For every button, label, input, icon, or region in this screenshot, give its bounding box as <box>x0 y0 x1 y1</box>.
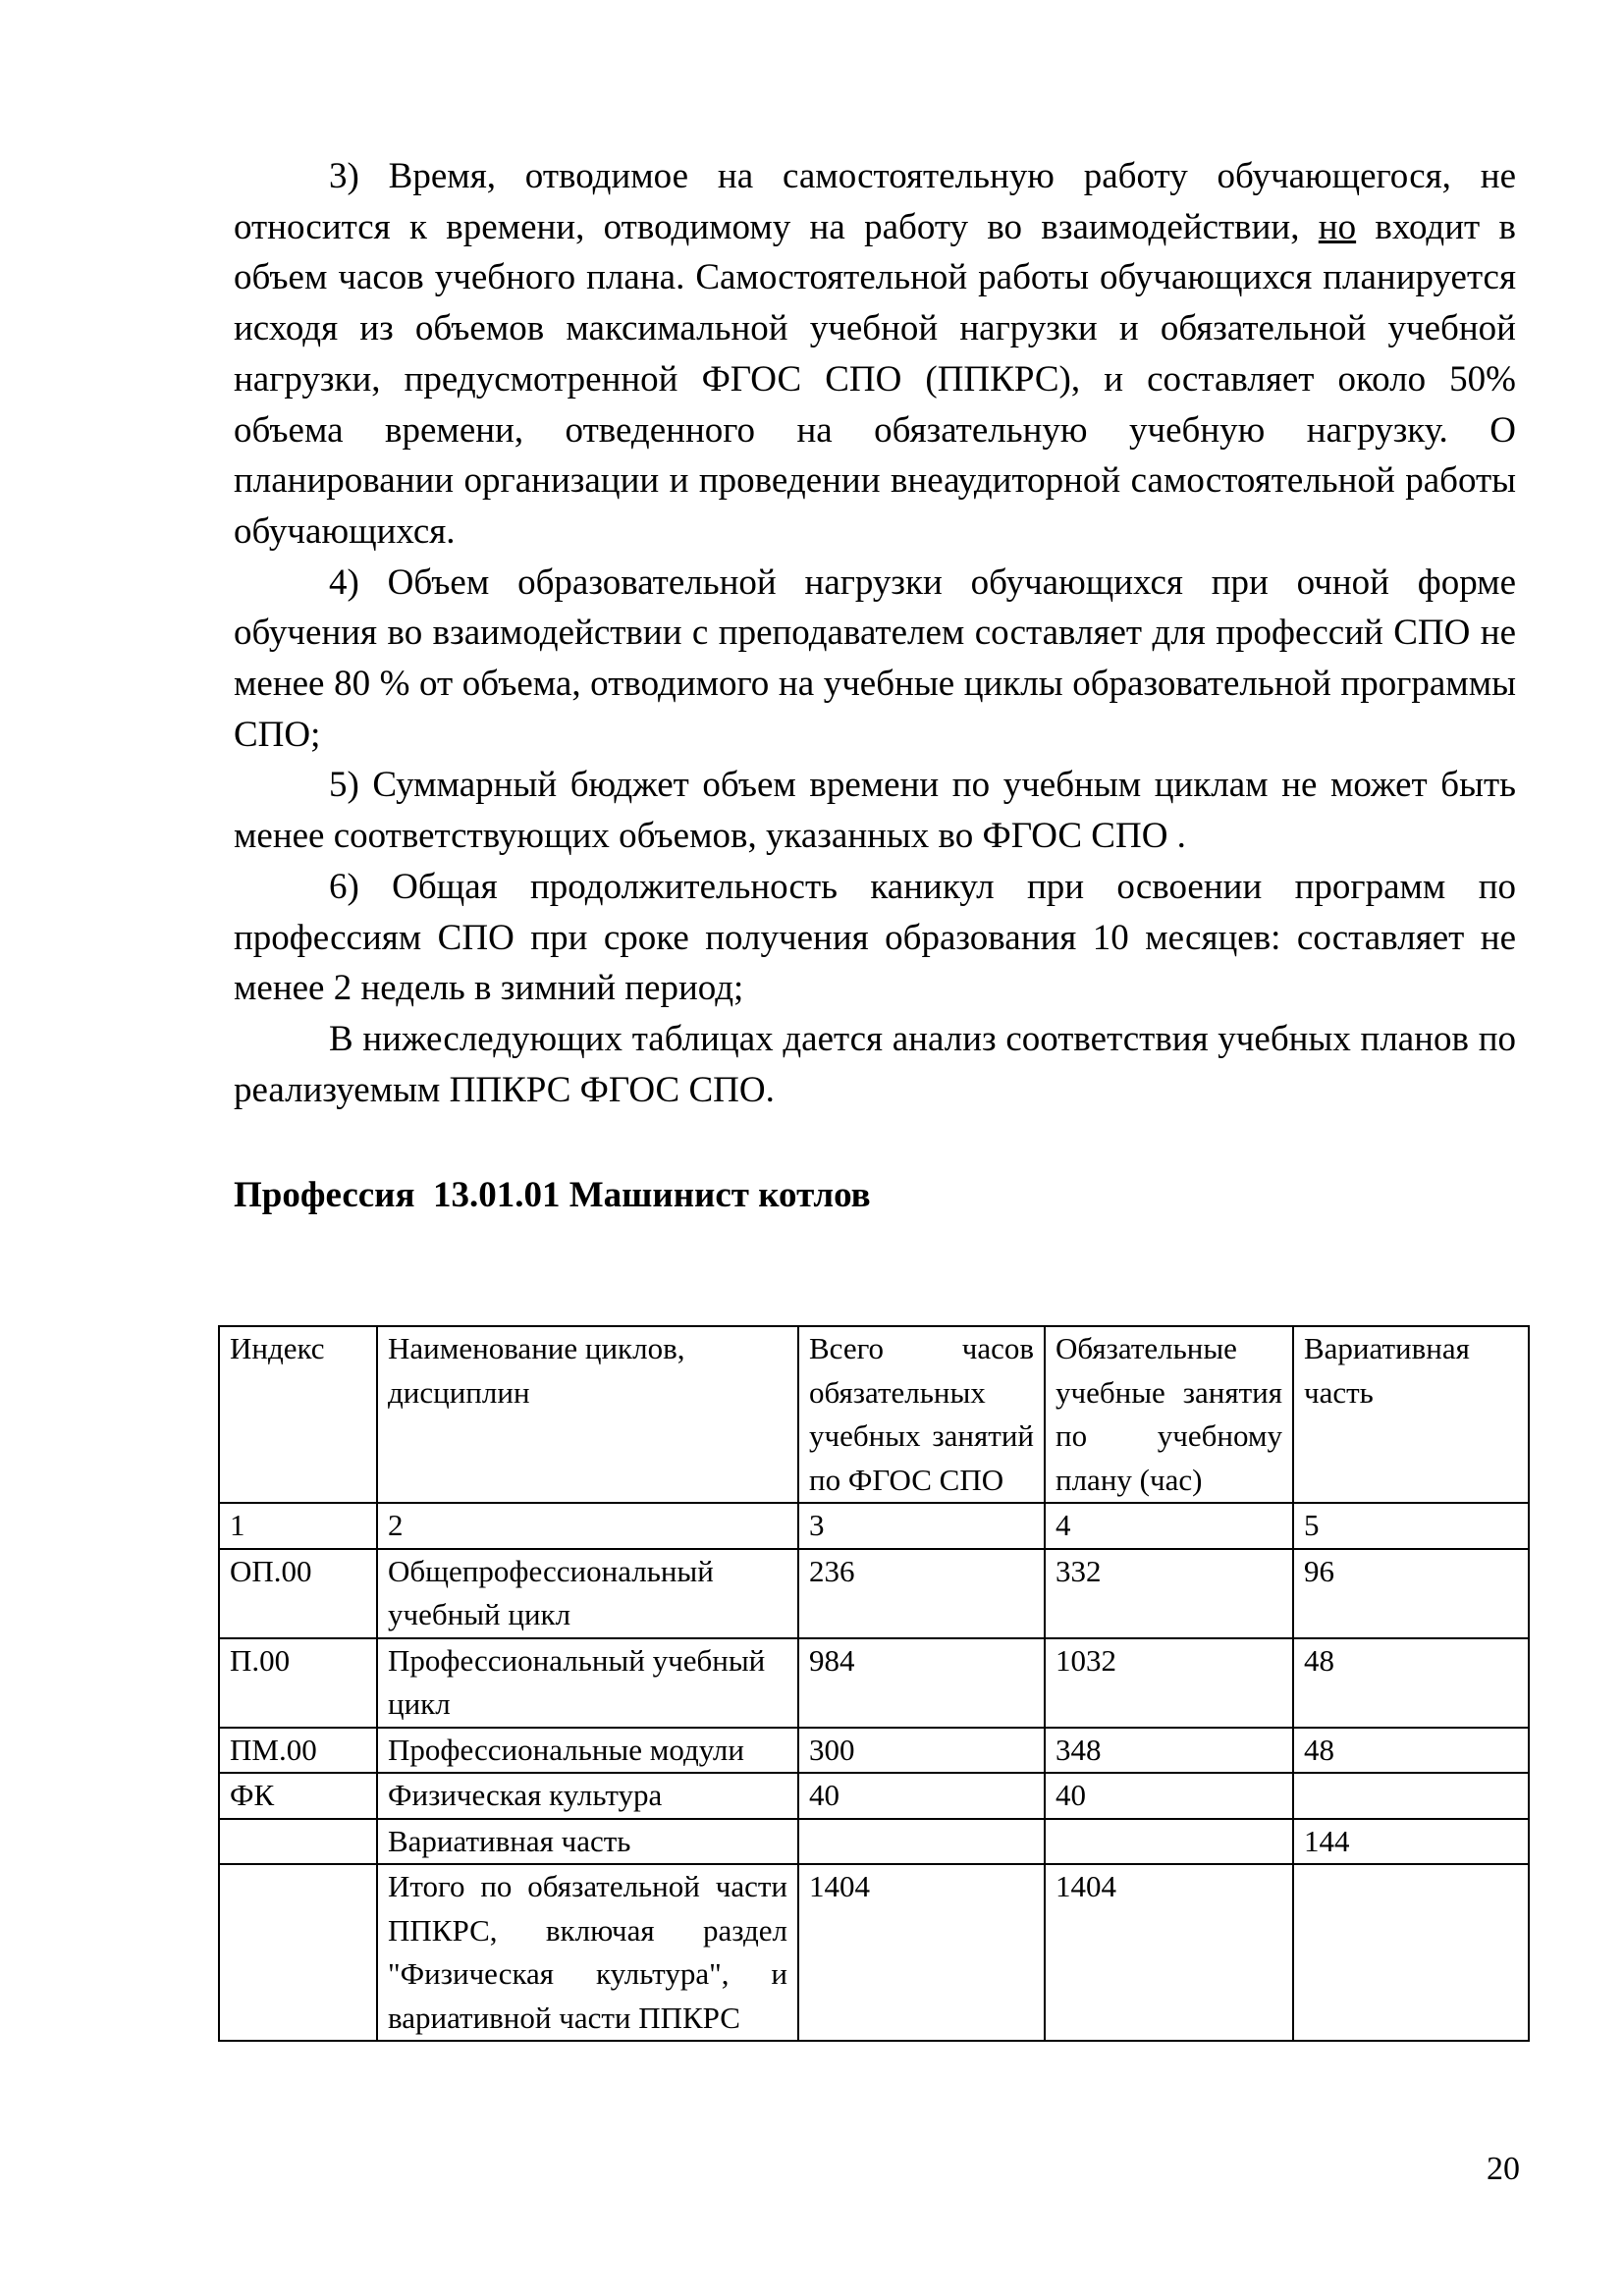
table-cell: 1032 <box>1045 1638 1293 1728</box>
table-cell: 144 <box>1293 1819 1529 1865</box>
paragraph-3-text-a: 3) Время, отводимое на самостоятельную работу обучающегося, не относится к времени, отводимому на работу во взаимодействии, <box>234 156 1516 247</box>
table-cell: 2 <box>377 1503 798 1549</box>
table-cell: 4 <box>1045 1503 1293 1549</box>
paragraph-7: В нижеследующих таблицах дается анализ соответствия учебных планов по реализуемым ППКРС ФГОС СПО. <box>234 1018 1516 1110</box>
table-cell: 332 <box>1045 1549 1293 1638</box>
table-row <box>219 1773 1529 1819</box>
header-cell-name: Наименование циклов, дисциплин <box>377 1326 798 1503</box>
table-cell: 40 <box>798 1773 1045 1819</box>
table-cell: 236 <box>798 1549 1045 1638</box>
table-cell <box>1045 1819 1293 1865</box>
table-cell: 48 <box>1293 1638 1529 1728</box>
table-cell <box>1293 1773 1529 1819</box>
table-cell <box>1293 1864 1529 2041</box>
curriculum-table <box>218 1325 1530 2042</box>
paragraph-3 <box>234 151 1516 558</box>
table-cell: П.00 <box>219 1638 377 1728</box>
table-row <box>219 1638 1529 1728</box>
table-cell: 48 <box>1293 1728 1529 1774</box>
table-total-row <box>219 1864 1529 2041</box>
header-cell-variative: Вариативная часть <box>1293 1326 1529 1503</box>
header-cell-plan-hours: Обязательные учебные занятия по учебному плану (час) <box>1045 1326 1293 1503</box>
table-row <box>219 1819 1529 1865</box>
table-cell <box>219 1864 377 2041</box>
table-cell: 5 <box>1293 1503 1529 1549</box>
table-cell: ФК <box>219 1773 377 1819</box>
header-cell-index: Индекс <box>219 1326 377 1503</box>
section-heading: Профессия 13.01.01 Машинист котлов <box>234 1175 871 1215</box>
table-cell: 1404 <box>1045 1864 1293 2041</box>
table-cell: ПМ.00 <box>219 1728 377 1774</box>
paragraph-5: 5) Суммарный бюджет объем времени по учебным циклам не может быть менее соответствующих объемов, указанных во ФГОС СПО . <box>234 765 1516 857</box>
paragraph-6: 6) Общая продолжительность каникул при освоении программ по профессиям СПО при сроке получения образования 10 месяцев: составляет не менее 2 недель в зимний период; <box>234 866 1516 1009</box>
table-header-row <box>219 1326 1529 1503</box>
table-cell: 348 <box>1045 1728 1293 1774</box>
table-cell: 984 <box>798 1638 1045 1728</box>
table-cell: ОП.00 <box>219 1549 377 1638</box>
table-cell: 40 <box>1045 1773 1293 1819</box>
table-cell: Профессиональные модули <box>377 1728 798 1774</box>
table-cell: 3 <box>798 1503 1045 1549</box>
table-cell: Профессиональный учебный цикл <box>377 1638 798 1728</box>
table-cell: Физическая культура <box>377 1773 798 1819</box>
header-cell-total-hours: Всего часов обязательных учебных занятий по ФГОС СПО <box>798 1326 1045 1503</box>
table-cell: 96 <box>1293 1549 1529 1638</box>
table-number-row <box>219 1503 1529 1549</box>
underlined-word: но <box>1318 206 1357 247</box>
paragraph-3-text-b: входит в объем часов учебного плана. Самостоятельной работы обучающихся планируется исходя из объемов максимальной учебной нагрузки и обязательной учебной нагрузки, предусмотренной ФГОС СПО (ППКРС), и составляет около 50% объема времени, отведенного на обязательную учебную нагрузку. О планировании организации и проведении внеаудиторной самостоятельной работы обучающихся. <box>234 206 1516 552</box>
table-cell: Общепрофессиональный учебный цикл <box>377 1549 798 1638</box>
paragraph-4: 4) Объем образовательной нагрузки обучающихся при очной форме обучения во взаимодействии с преподавателем составляет для профессий СПО не менее 80 % от объема, отводимого на учебные циклы образовательной программы СПО; <box>234 561 1516 755</box>
table-row <box>219 1728 1529 1774</box>
page-number: 20 <box>1487 2151 1520 2187</box>
table-cell: 1404 <box>798 1864 1045 2041</box>
table-row <box>219 1549 1529 1638</box>
table-cell: Итого по обязательной части ППКРС, включая раздел "Физическая культура", и вариативной части ППКРС <box>377 1864 798 2041</box>
body-text <box>234 151 1516 1115</box>
table-cell: 1 <box>219 1503 377 1549</box>
table-cell <box>798 1819 1045 1865</box>
table-cell: Вариативная часть <box>377 1819 798 1865</box>
table-cell <box>219 1819 377 1865</box>
table-cell: 300 <box>798 1728 1045 1774</box>
